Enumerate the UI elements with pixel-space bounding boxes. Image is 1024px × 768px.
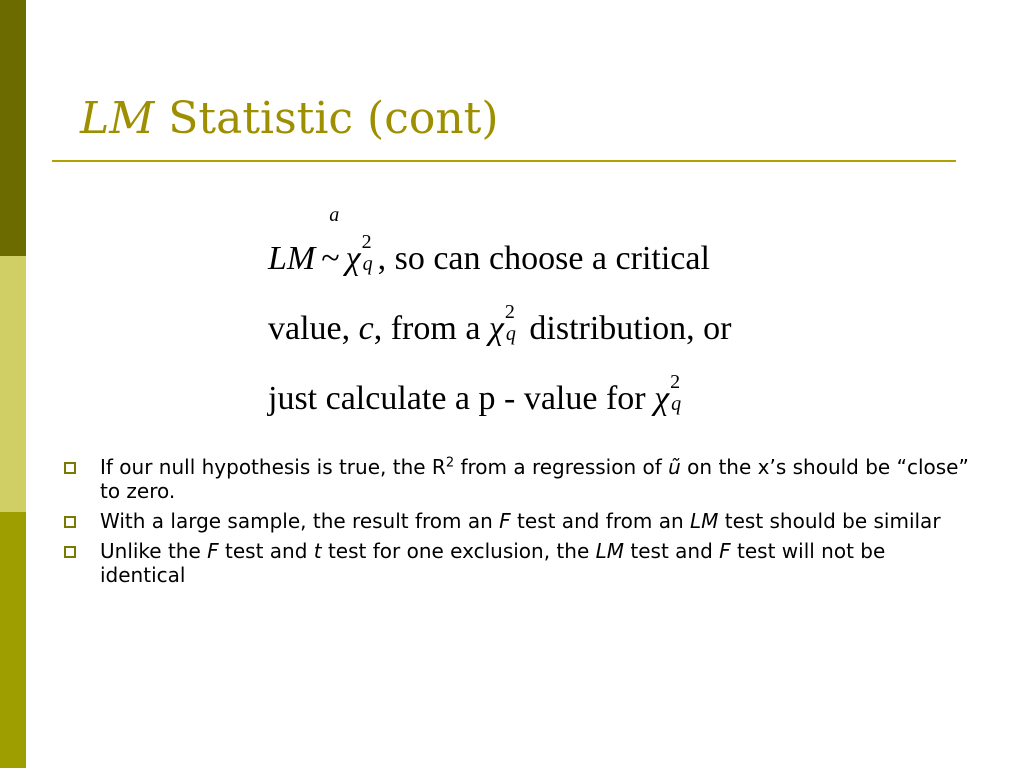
bullet-text: test for one exclusion, the	[321, 539, 596, 563]
title-divider	[52, 160, 956, 162]
bullet-text: on the x’s should be “close” to zero.	[100, 455, 969, 503]
chi-symbol: χ	[654, 380, 670, 417]
square-bullet-icon	[64, 546, 76, 558]
lm-symbol: LM	[689, 509, 719, 533]
chi-indices	[361, 231, 378, 281]
bullet-list	[64, 455, 974, 593]
lm-symbol: LM	[595, 539, 625, 563]
bullet-item	[64, 539, 974, 587]
bullet-text: If our null hypothesis is true, the R	[100, 455, 446, 479]
bullet-text: test and	[624, 539, 720, 563]
bullet-text: Unlike the	[100, 539, 208, 563]
line3-text: just calculate a p - value for	[268, 380, 646, 417]
critical-value-c: c	[358, 310, 374, 347]
slide-title	[80, 95, 499, 143]
bullet-text: test and	[218, 539, 314, 563]
lm-symbol: LM	[268, 240, 316, 277]
bullet-text: test and from an	[510, 509, 690, 533]
title-italic: LM	[80, 93, 155, 144]
f-symbol: F	[499, 509, 511, 533]
equation-line-3	[268, 371, 686, 440]
asymptotic-a: a	[329, 204, 340, 226]
chi-indices	[670, 371, 686, 421]
chi-subscript: q	[362, 253, 373, 276]
t-symbol: t	[313, 539, 322, 563]
line1-text: , so can choose a critical	[377, 240, 710, 277]
bullet-text: test will not be identical	[100, 539, 886, 587]
bullet-item	[64, 509, 974, 533]
square-bullet-icon	[64, 516, 76, 528]
square-bullet-icon	[64, 462, 76, 474]
f-symbol: F	[719, 539, 731, 563]
line2-post: distribution, or	[520, 310, 732, 347]
line2-mid: , from a	[373, 310, 481, 347]
equation-line-1	[268, 204, 710, 300]
chi-subscript: q	[505, 323, 516, 346]
title-rest: Statistic (cont)	[154, 93, 499, 144]
asymptotic-tilde	[321, 204, 340, 278]
chi-symbol: χ	[488, 310, 504, 347]
line2-pre: value,	[268, 310, 359, 347]
chi-symbol: χ	[345, 240, 361, 277]
chi-superscript: 2	[504, 301, 515, 324]
accent-stripe-top	[0, 0, 26, 256]
bullet-text: test should be similar	[718, 509, 941, 533]
chi-superscript: 2	[670, 371, 681, 394]
u-tilde-symbol: ũ	[668, 455, 681, 479]
bullet-item	[64, 455, 974, 503]
equation-line-2	[268, 301, 732, 370]
accent-stripe-middle	[0, 256, 26, 512]
bullet-text: With a large sample, the result from an	[100, 509, 500, 533]
superscript-2: 2	[445, 455, 455, 471]
tilde-symbol: ~	[321, 240, 340, 277]
chi-subscript: q	[671, 393, 682, 416]
chi-superscript: 2	[361, 231, 372, 254]
accent-stripe-bottom	[0, 512, 26, 768]
chi-indices	[504, 301, 521, 351]
f-symbol: F	[207, 539, 219, 563]
bullet-text: from a regression of	[454, 455, 669, 479]
